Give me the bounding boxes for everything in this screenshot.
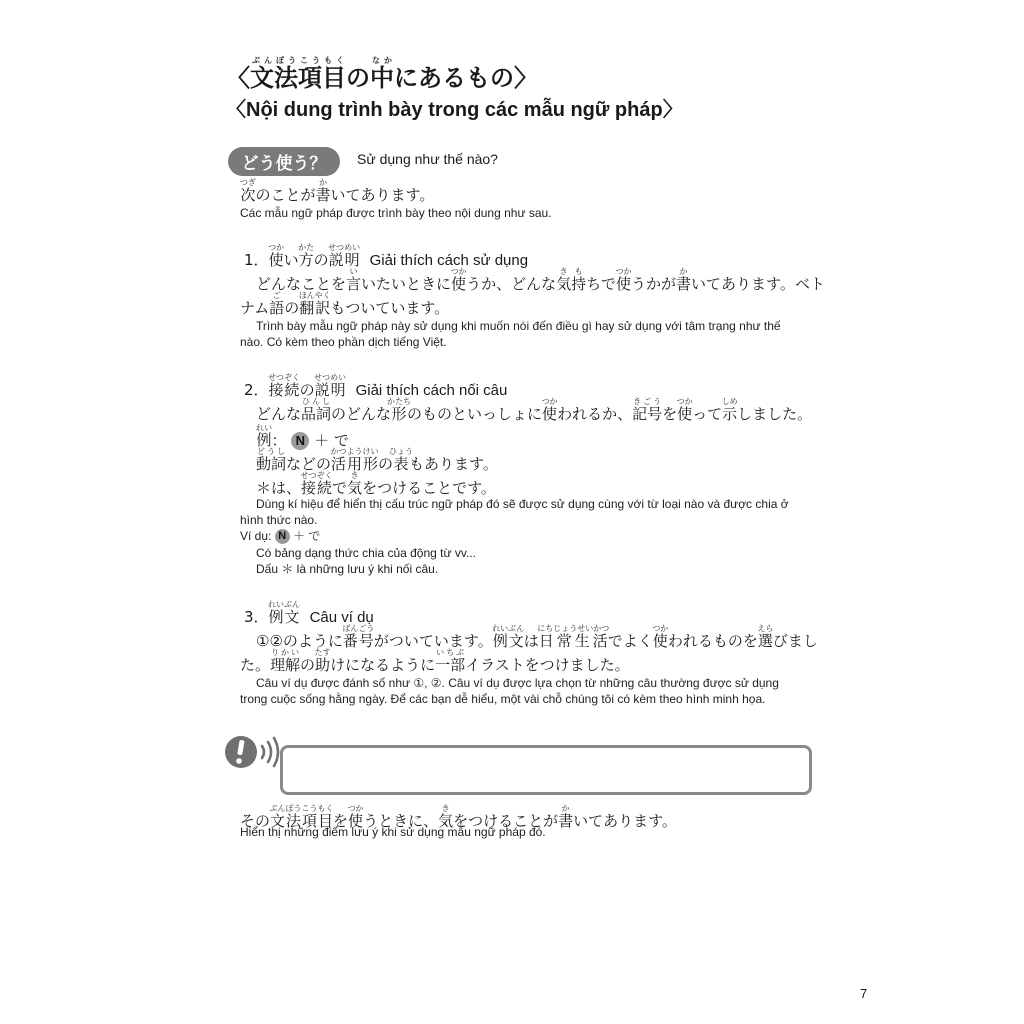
- section-2-example: 例れい： N ＋ で: [256, 423, 349, 449]
- caution-box: [280, 745, 812, 795]
- section-3-vi-1: Câu ví dụ được đánh số như ①, ②. Câu ví dụ được lựa chọn từ những câu thường được sử dụng: [256, 676, 779, 690]
- page-title-jp: 〈文ぶん法ぽう項こう目もくの中なかにあるもの〉: [226, 56, 538, 92]
- section-1-vi-2: nào. Có kèm theo phần dịch tiếng Việt.: [240, 335, 447, 349]
- section-2-line-4: ＊は、接続せつぞくで気きをつけることです。: [256, 471, 496, 497]
- section-2-vi-example: Ví dụ: N ＋ で: [240, 529, 321, 543]
- section-3-heading: 3．例文れいぶんCâu ví dụ: [244, 600, 374, 626]
- noun-badge: N: [291, 432, 309, 450]
- intro-jp: 次つぎのことが書かいてあります。: [240, 178, 435, 204]
- page-title-vi: 〈Nội dung trình bày trong các mẫu ngữ pháp〉: [226, 99, 683, 121]
- section-2-vi-4: Dấu ＊ là những lưu ý khi nối câu.: [256, 562, 439, 576]
- note-jp: その文法項目ぶんぽうこうもくを使つかうときに、気きをつけることが書かいてあります。: [240, 804, 677, 830]
- section-2-vi-3: Có bảng dạng thức chia của động từ vv...: [256, 546, 476, 560]
- section-3-line-2: た。理解りかいの助たすけになるように一部いちぶイラストをつけました。: [240, 648, 630, 674]
- how-to-use-caption: Sử dụng như thế nào?: [357, 151, 498, 167]
- page-number: 7: [860, 986, 868, 1001]
- note-vi: Hiển thị những điểm lưu ý khi sử dụng mẫu ngữ pháp đó.: [240, 825, 546, 839]
- section-2-vi-1: Dùng kí hiệu để hiển thị cấu trúc ngữ pháp đó sẽ được sử dụng cùng với từ loại nào và được chia ở: [256, 497, 789, 511]
- section-2-line-3: 動詞どうしなどの活用形かつようけいの表ひょうもあります。: [256, 447, 498, 473]
- exclamation-sound-icon: [224, 734, 294, 774]
- section-1-line-1: どんなことを言いいたいときに使つかうか、どんな気き持もちで使つかうかが書かいてあります。ベト: [256, 267, 825, 293]
- section-2-heading: 2．接続せつぞくの説明せつめいGiải thích cách nối câu: [244, 373, 508, 399]
- section-1-line-2: ナム語ごの翻訳ほんやくもついています。: [240, 291, 450, 317]
- noun-badge-small: N: [275, 529, 290, 544]
- section-2-line-1: どんな品詞ひんしのどんな形かたちのものといっしょに使つかわれるか、記号きごうを使つかって示しめしました。: [256, 397, 813, 423]
- section-1-vi-1: Trình bày mẫu ngữ pháp này sử dụng khi muốn nói đến điều gì hay sử dụng với tâm trạng như thế: [256, 319, 781, 333]
- section-1-heading: 1．使つかい方かたの説明せつめいGiải thích cách sử dụng: [244, 243, 529, 269]
- intro-vi: Các mẫu ngữ pháp được trình bày theo nội dung như sau.: [240, 206, 552, 220]
- section-3-line-1: ①②のように番号ばんごうがついています。例文れいぶんは日常生活にちじょうせいかつでよく使つかわれるものを選えらびまし: [256, 624, 818, 650]
- how-to-use-badge: どう使う？: [228, 147, 340, 176]
- section-2-vi-2: hình thức nào.: [240, 513, 318, 527]
- section-3-vi-2: trong cuộc sống hằng ngày. Để các bạn dễ hiểu, một vài chỗ chúng tôi có kèm theo hình minh họa.: [240, 692, 766, 706]
